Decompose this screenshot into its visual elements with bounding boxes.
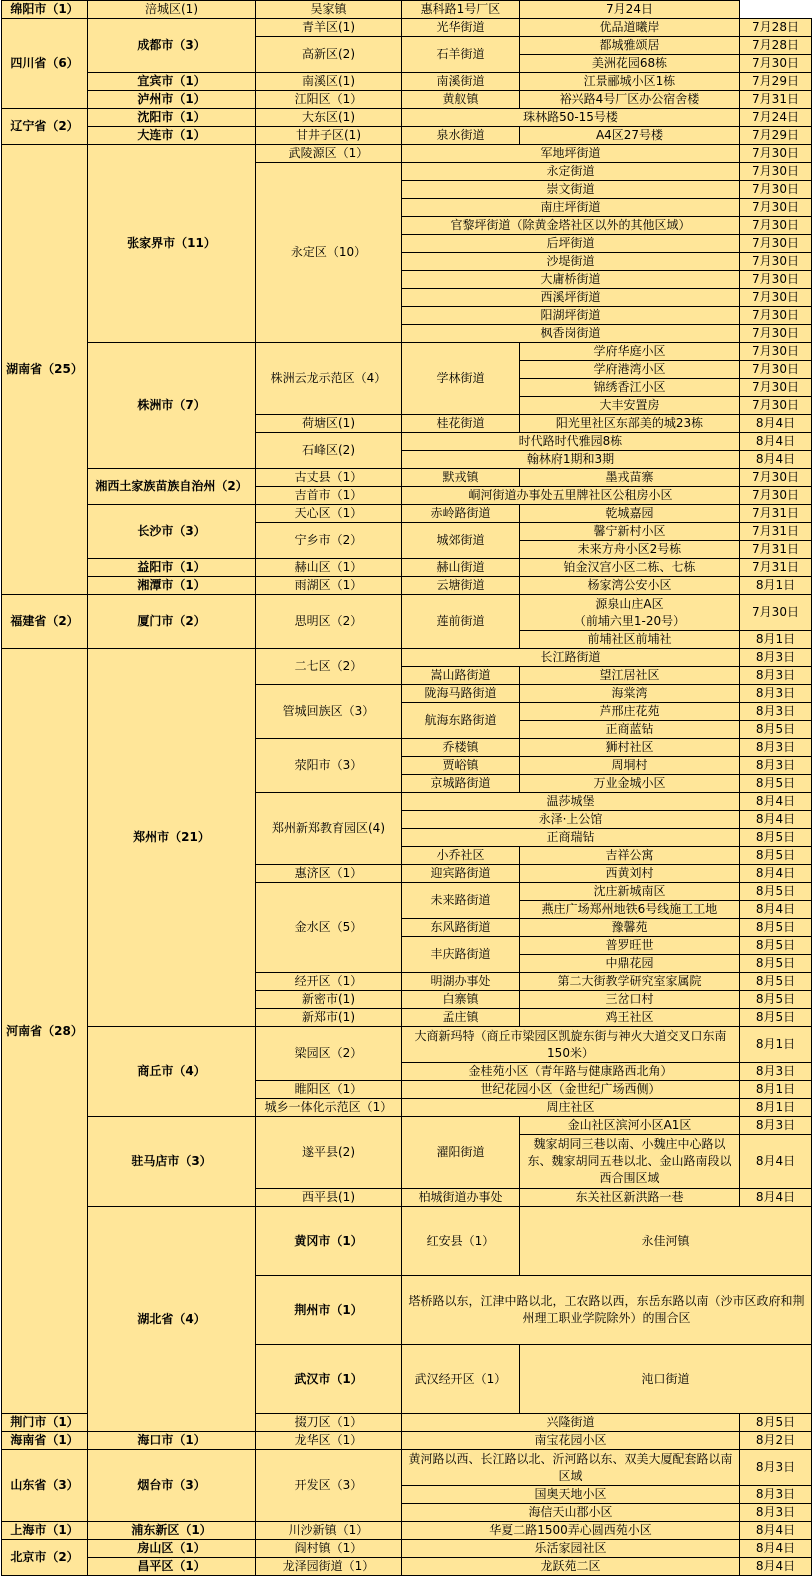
table-cell: 塔桥路以东，江津中路以北，工农路以西，东岳东路以南（沙市区政府和荆州理工职业学院除外）的围合区 (402, 1276, 812, 1345)
table-cell: 金桂苑小区（青年路与健康路西北角） (402, 1063, 740, 1081)
table-cell: 吉首市（1） (256, 487, 402, 505)
table-cell: 陇海马路街道 (402, 685, 520, 703)
table-cell: 明湖办事处 (402, 973, 520, 991)
table-cell: 兴隆街道 (402, 1414, 740, 1432)
city-cell: 厦门市（2） (88, 595, 256, 649)
table-cell: 江景郦城小区1栋 (520, 73, 740, 91)
table-cell: 掇刀区（1） (256, 1414, 402, 1432)
table-row (2, 1540, 812, 1558)
table-row (2, 1558, 812, 1576)
table-cell: 鸡王社区 (520, 1009, 740, 1027)
table-cell: 武汉经开区（1） (402, 1345, 520, 1414)
table-cell: 7月31日 (740, 559, 812, 577)
table-cell: 小乔社区 (402, 847, 520, 865)
province-cell: 辽宁省（2） (2, 109, 88, 145)
table-cell: 贾峪镇 (402, 757, 520, 775)
table-cell: 8月3日 (740, 649, 812, 667)
table-cell: 天心区（1） (256, 505, 402, 523)
city-cell: 沈阳市（1） (88, 109, 256, 127)
table-cell: 8月3日 (740, 1450, 812, 1486)
table-cell: 龙华区（1） (256, 1432, 402, 1450)
table-cell: 正商瑞钻 (402, 829, 740, 847)
table-cell: 铂金汉宫小区二栋、七栋 (520, 559, 740, 577)
table-cell: 7月30日 (740, 469, 812, 487)
table-cell: 未来方舟小区2号栋 (520, 541, 740, 559)
table-cell: 江阳区（1） (256, 91, 402, 109)
table-cell: 8月2日 (740, 1432, 812, 1450)
table-cell: 雨湖区（1） (256, 577, 402, 595)
table-cell: 学林街道 (402, 343, 520, 415)
table-cell: 8月5日 (740, 1414, 812, 1432)
table-cell: 7月30日 (740, 343, 812, 361)
table-cell: 赫山街道 (402, 559, 520, 577)
table-cell: 崇文街道 (402, 181, 740, 199)
table-cell: 正商蓝钻 (520, 721, 740, 739)
table-row (2, 595, 812, 631)
city-cell: 泸州市（1） (88, 91, 256, 109)
table-cell: 南庄坪街道 (402, 199, 740, 217)
city-cell: 长沙市（3） (88, 505, 256, 559)
table-cell: 8月3日 (740, 739, 812, 757)
table-cell: 7月30日 (740, 595, 812, 631)
city-cell: 荆门市（1） (2, 1414, 88, 1432)
table-cell: 未来路街道 (402, 883, 520, 919)
table-cell: 魏家胡同三巷以南、小魏庄中心路以东、魏家胡同五巷以北、金山路南段以西合围区域 (520, 1135, 740, 1189)
table-cell: 8月3日 (740, 685, 812, 703)
table-row (2, 1207, 812, 1276)
table-cell: 时代路时代雅园8栋 (402, 433, 740, 451)
table-cell: 8月1日 (740, 1099, 812, 1117)
table-cell: 源泉山庄A区 （前埔六里1-20号） (520, 595, 740, 631)
table-cell: 优品道曦岸 (520, 19, 740, 37)
table-cell: 京城路街道 (402, 775, 520, 793)
city-cell: 大连市（1） (88, 127, 256, 145)
city-cell: 湘西土家族苗族自治州（2） (88, 469, 256, 505)
table-cell: 遂平县(2) (256, 1117, 402, 1189)
table-cell: 8月5日 (740, 721, 812, 739)
table-cell: 沙堤街道 (402, 253, 740, 271)
table-cell: 阳湖坪街道 (402, 307, 740, 325)
table-cell: 红安县（1） (402, 1207, 520, 1276)
table-cell: 濯阳街道 (402, 1117, 520, 1189)
table-cell: 都城雅颂居 (520, 37, 740, 55)
table-cell: 惠济区（1） (256, 865, 402, 883)
table-cell: 阳光里社区东部美的城23栋 (520, 415, 740, 433)
province-cell: 上海市（1） (2, 1522, 88, 1540)
province-cell: 湖南省（25） (2, 145, 88, 595)
table-cell: 普罗旺世 (520, 937, 740, 955)
table-row (2, 127, 812, 145)
city-cell: 浦东新区（1） (88, 1522, 256, 1540)
city-cell: 武汉市（1） (256, 1345, 402, 1414)
table-cell: 8月5日 (740, 973, 812, 991)
table-cell: 8月4日 (740, 451, 812, 469)
table-cell: 涪城区(1) (88, 1, 256, 19)
table-cell: 白寨镇 (402, 991, 520, 1009)
table-cell: 峒河街道办事处五里牌社区公租房小区 (402, 487, 740, 505)
table-cell: 芦邢庄花苑 (520, 703, 740, 721)
table-cell: 馨宁新村小区 (520, 523, 740, 541)
table-cell: 黄舣镇 (402, 91, 520, 109)
table-cell: 8月5日 (740, 937, 812, 955)
table-cell: 8月5日 (740, 955, 812, 973)
table-cell: 乾城嘉园 (520, 505, 740, 523)
table-cell: 8月3日 (740, 1063, 812, 1081)
table-cell: 8月3日 (740, 1504, 812, 1522)
table-cell: 新郑市(1) (256, 1009, 402, 1027)
table-cell: 思明区（2） (256, 595, 402, 649)
table-cell: 西平县(1) (256, 1189, 402, 1207)
table-cell: 7月30日 (740, 397, 812, 415)
table-cell: 南溪街道 (402, 73, 520, 91)
table-cell: 大丰安置房 (520, 397, 740, 415)
table-cell: 7月30日 (740, 271, 812, 289)
table-cell: 万业金城小区 (520, 775, 740, 793)
table-cell: 7月28日 (740, 19, 812, 37)
city-cell: 成都市（3） (88, 19, 256, 73)
table-cell: 西溪坪街道 (402, 289, 740, 307)
table-cell: 官黎坪街道（除黄金塔社区以外的其他区域） (402, 217, 740, 235)
table-cell: 永定街道 (402, 163, 740, 181)
table-cell: 古丈县（1） (256, 469, 402, 487)
table-cell: 石羊街道 (402, 37, 520, 73)
table-cell: 8月5日 (740, 919, 812, 937)
table-cell: 7月30日 (740, 379, 812, 397)
city-cell: 商丘市（4） (88, 1027, 256, 1117)
table-cell: 株洲云龙示范区（4） (256, 343, 402, 415)
table-cell: 7月29日 (740, 127, 812, 145)
table-cell: 孟庄镇 (402, 1009, 520, 1027)
table-cell: 高新区(2) (256, 37, 402, 73)
table-cell: 莲前街道 (402, 595, 520, 649)
table-cell: 后坪街道 (402, 235, 740, 253)
table-cell: 7月31日 (740, 523, 812, 541)
city-cell: 张家界市（11） (88, 145, 256, 343)
table-cell: 乔楼镇 (402, 739, 520, 757)
table-cell: 美洲花园68栋 (520, 55, 740, 73)
city-cell: 荆州市（1） (256, 1276, 402, 1345)
table-cell: 长江路街道 (402, 649, 740, 667)
table-cell: 温莎城堡 (402, 793, 740, 811)
table-cell: 望江居社区 (520, 667, 740, 685)
table-row (2, 577, 812, 595)
table-cell: 裕兴路4号厂区办公宿舍楼 (520, 91, 740, 109)
table-cell: 国奥天地小区 (402, 1486, 740, 1504)
table-cell: 军地坪街道 (402, 145, 740, 163)
table-cell: 武陵源区（1） (256, 145, 402, 163)
table-row (2, 469, 812, 487)
province-cell: 四川省（6） (2, 19, 88, 109)
table-cell: 管城回族区（3） (256, 685, 402, 739)
table-cell: 珠林路50-15号楼 (402, 109, 740, 127)
table-cell: 8月4日 (740, 793, 812, 811)
table-row (2, 505, 812, 523)
table-cell: 金水区（5） (256, 883, 402, 973)
table-cell: 燕庄广场郑州地铁6号线施工工地 (520, 901, 740, 919)
table-cell: 龙跃苑二区 (402, 1558, 740, 1576)
table-cell: 翰林府1期和3期 (402, 451, 740, 469)
table-cell: 石峰区(2) (256, 433, 402, 469)
table-cell: 柏城街道办事处 (402, 1189, 520, 1207)
table-cell: 7月30日 (740, 361, 812, 379)
table-cell: 荥阳市（3） (256, 739, 402, 793)
table-row (2, 1027, 812, 1063)
table-cell: 海信天山郡小区 (402, 1504, 740, 1522)
city-cell: 昌平区（1） (88, 1558, 256, 1576)
table-cell: 7月30日 (740, 325, 812, 343)
table-cell: 8月4日 (740, 901, 812, 919)
table-cell: 8月4日 (740, 415, 812, 433)
table-cell: 赤岭路街道 (402, 505, 520, 523)
table-cell: 桂花街道 (402, 415, 520, 433)
table-cell: 7月30日 (740, 307, 812, 325)
table-cell: 惠科路1号厂区 (402, 1, 520, 19)
table-cell: 光华街道 (402, 19, 520, 37)
table-row (2, 109, 812, 127)
table-cell: 周垌村 (520, 757, 740, 775)
table-cell: 南溪区(1) (256, 73, 402, 91)
table-row (2, 73, 812, 91)
city-cell: 烟台市（3） (88, 1450, 256, 1522)
table-cell: 睢阳区（1） (256, 1081, 402, 1099)
table-cell: 8月3日 (740, 1117, 812, 1135)
table-cell: 枫香岗街道 (402, 325, 740, 343)
table-cell: A4区27号楼 (520, 127, 740, 145)
table-cell: 开发区（3） (256, 1450, 402, 1522)
city-cell: 绵阳市（1） (2, 1, 88, 19)
risk-area-table (1, 0, 812, 1576)
table-cell: 7月30日 (740, 199, 812, 217)
table-cell: 梁园区（2） (256, 1027, 402, 1081)
table-cell: 嵩山路街道 (402, 667, 520, 685)
province-cell: 北京市（2） (2, 1540, 88, 1576)
table-cell: 二七区（2） (256, 649, 402, 685)
table-cell: 三岔口村 (520, 991, 740, 1009)
table-row (2, 649, 812, 667)
table-cell: 荷塘区(1) (256, 415, 402, 433)
table-cell: 大商新玛特（商丘市梁园区凯旋东街与神火大道交叉口东南150米） (402, 1027, 740, 1063)
table-cell: 8月5日 (740, 775, 812, 793)
table-row (2, 559, 812, 577)
table-cell: 8月1日 (740, 1081, 812, 1099)
city-cell: 驻马店市（3） (88, 1117, 256, 1207)
city-cell: 郑州市（21） (88, 649, 256, 1027)
table-cell: 新密市(1) (256, 991, 402, 1009)
table-row (2, 343, 812, 361)
table-cell: 云塘街道 (402, 577, 520, 595)
table-cell: 赫山区（1） (256, 559, 402, 577)
table-cell: 8月1日 (740, 631, 812, 649)
table-cell: 7月30日 (740, 235, 812, 253)
city-cell: 宜宾市（1） (88, 73, 256, 91)
table-cell: 龙泽园街道（1） (256, 1558, 402, 1576)
table-cell: 大庸桥街道 (402, 271, 740, 289)
table-row (2, 1432, 812, 1450)
table-cell: 墨戎苗寨 (520, 469, 740, 487)
province-cell: 河南省（28） (2, 649, 88, 1414)
table-cell: 前埔社区前埔社 (520, 631, 740, 649)
table-cell: 8月3日 (740, 667, 812, 685)
table-cell: 吉祥公寓 (520, 847, 740, 865)
city-cell: 海口市（1） (88, 1432, 256, 1450)
table-cell: 金山社区滨河小区A1区 (520, 1117, 740, 1135)
table-cell: 8月5日 (740, 1009, 812, 1027)
table-cell: 8月4日 (740, 433, 812, 451)
table-cell: 海棠湾 (520, 685, 740, 703)
table-cell: 8月5日 (740, 847, 812, 865)
city-cell: 房山区（1） (88, 1540, 256, 1558)
province-cell: 山东省（3） (2, 1450, 88, 1522)
table-cell: 8月3日 (740, 1486, 812, 1504)
table-cell: 郑州新郑教育园区(4) (256, 793, 402, 865)
table-cell: 8月4日 (740, 811, 812, 829)
table-cell: 8月4日 (740, 865, 812, 883)
table-cell: 学府港湾小区 (520, 361, 740, 379)
table-cell: 沈庄新城南区 (520, 883, 740, 901)
table-row (2, 1, 812, 19)
table-cell: 8月5日 (740, 883, 812, 901)
table-row (2, 91, 812, 109)
table-cell: 航海东路街道 (402, 703, 520, 739)
table-cell: 7月24日 (520, 1, 740, 19)
table-cell: 7月30日 (740, 181, 812, 199)
table-cell: 8月3日 (740, 757, 812, 775)
table-cell: 7月31日 (740, 541, 812, 559)
table-cell: 丰庆路街道 (402, 937, 520, 973)
table-cell: 7月30日 (740, 145, 812, 163)
table-cell: 东关社区新洪路一巷 (520, 1189, 740, 1207)
table-cell: 世纪花园小区（金世纪广场西侧） (402, 1081, 740, 1099)
table-cell: 8月4日 (740, 1540, 812, 1558)
table-cell: 第二大街教学研究室家属院 (520, 973, 740, 991)
province-cell: 海南省（1） (2, 1432, 88, 1450)
table-cell: 8月4日 (740, 1189, 812, 1207)
table-cell: 城乡一体化示范区（1） (256, 1099, 402, 1117)
table-cell: 7月30日 (740, 487, 812, 505)
table-cell: 中鼎花园 (520, 955, 740, 973)
table-cell: 泉水街道 (402, 127, 520, 145)
table-cell: 8月5日 (740, 991, 812, 1009)
table-cell: 经开区（1） (256, 973, 402, 991)
table-cell: 8月4日 (740, 1522, 812, 1540)
table-row (2, 145, 812, 163)
table-cell: 永佳河镇 (520, 1207, 812, 1276)
table-cell: 7月30日 (740, 289, 812, 307)
city-cell: 株洲市（7） (88, 343, 256, 469)
table-body (2, 1, 812, 1576)
table-cell: 阎村镇（1） (256, 1540, 402, 1558)
table-cell: 西黄刘村 (520, 865, 740, 883)
table-cell: 8月1日 (740, 577, 812, 595)
table-cell: 8月1日 (740, 1027, 812, 1063)
table-cell: 7月30日 (740, 163, 812, 181)
table-cell: 7月30日 (740, 217, 812, 235)
city-cell: 益阳市（1） (88, 559, 256, 577)
table-cell: 学府华庭小区 (520, 343, 740, 361)
table-cell: 沌口街道 (520, 1345, 812, 1414)
table-cell: 黄河路以西、长江路以北、沂河路以东、双美大厦配套路以南区域 (402, 1450, 740, 1486)
table-cell: 青羊区(1) (256, 19, 402, 37)
table-row (2, 1522, 812, 1540)
table-cell: 甘井子区(1) (256, 127, 402, 145)
table-row (2, 19, 812, 37)
table-cell: 川沙新镇（1） (256, 1522, 402, 1540)
table-cell: 迎宾路街道 (402, 865, 520, 883)
table-cell: 永定区（10） (256, 163, 402, 343)
table-cell: 吴家镇 (256, 1, 402, 19)
table-cell: 7月31日 (740, 91, 812, 109)
table-cell: 7月28日 (740, 37, 812, 55)
table-cell: 东风路街道 (402, 919, 520, 937)
table-cell: 华夏二路1500弄心圆西苑小区 (402, 1522, 740, 1540)
province-cell: 湖北省（4） (88, 1207, 256, 1432)
table-row (2, 1117, 812, 1135)
table-cell: 狮村社区 (520, 739, 740, 757)
table-cell: 8月4日 (740, 1135, 812, 1189)
table-cell: 大东区(1) (256, 109, 402, 127)
table-cell: 乐活家园社区 (402, 1540, 740, 1558)
table-cell: 周庄社区 (402, 1099, 740, 1117)
table-cell: 锦绣香江小区 (520, 379, 740, 397)
table-cell: 7月31日 (740, 505, 812, 523)
table-cell: 城郊街道 (402, 523, 520, 559)
table-cell: 8月4日 (740, 1558, 812, 1576)
table-cell: 南宝花园小区 (402, 1432, 740, 1450)
city-cell: 黄冈市（1） (256, 1207, 402, 1276)
province-cell: 福建省（2） (2, 595, 88, 649)
table-cell: 默戎镇 (402, 469, 520, 487)
table-cell: 8月5日 (740, 829, 812, 847)
table-cell: 豫馨苑 (520, 919, 740, 937)
table-cell: 7月30日 (740, 55, 812, 73)
table-cell: 宁乡市（2） (256, 523, 402, 559)
table-row (2, 1450, 812, 1486)
table-cell: 7月29日 (740, 73, 812, 91)
table-cell: 7月24日 (740, 109, 812, 127)
city-cell: 湘潭市（1） (88, 577, 256, 595)
table-cell: 8月3日 (740, 703, 812, 721)
table-cell: 7月30日 (740, 253, 812, 271)
table-cell: 杨家湾公安小区 (520, 577, 740, 595)
table-cell: 永泽·上公馆 (402, 811, 740, 829)
